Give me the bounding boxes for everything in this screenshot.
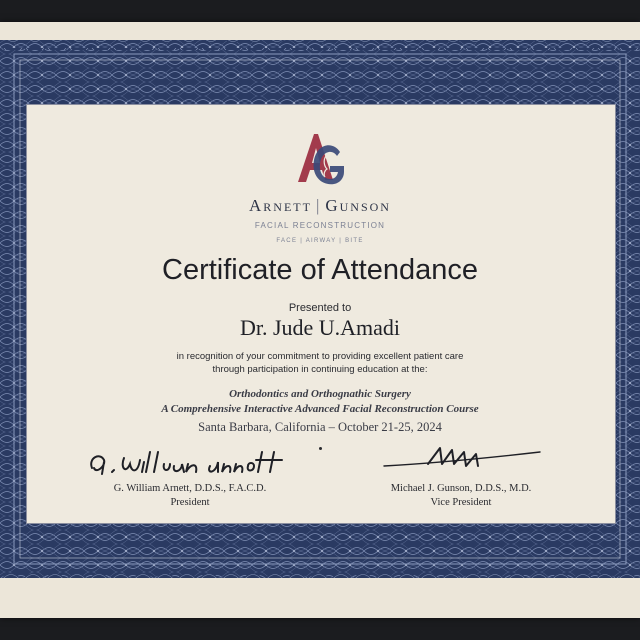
recognition-line-2: through participation in continuing education at the: bbox=[212, 364, 428, 375]
brand-wordmark bbox=[0, 196, 640, 216]
vice-president-title: Vice President bbox=[430, 497, 492, 508]
vice-president-signature bbox=[380, 442, 550, 481]
brand-subtagline: FACE | AIRWAY | BITE bbox=[276, 238, 364, 244]
recognition-line-1: in recognition of your commitment to providing excellent patient care bbox=[176, 351, 464, 362]
president-title: President bbox=[170, 497, 210, 508]
vice-president-name: Michael J. Gunson, D.D.S., M.D. bbox=[390, 483, 532, 494]
course-location-date: Santa Barbara, California – October 21-25, 2024 bbox=[198, 420, 442, 434]
certificate-title: Certificate of Attendance bbox=[162, 254, 478, 286]
president-name: G. William Arnett, D.D.S., F.A.C.D. bbox=[113, 483, 267, 494]
president-signature bbox=[82, 444, 292, 485]
brand-left: Arnett bbox=[249, 196, 312, 215]
brand-tagline: FACIAL RECONSTRUCTION bbox=[254, 221, 386, 230]
presented-to-label: Presented to bbox=[288, 302, 352, 314]
recipient-name: Dr. Jude U.Amadi bbox=[239, 315, 401, 340]
course-title: Orthodontics and Orthognathic Surgery bbox=[229, 388, 411, 400]
brand-separator: | bbox=[315, 196, 322, 215]
stray-dot bbox=[319, 447, 322, 450]
course-subtitle: A Comprehensive Interactive Advanced Facial Reconstruction Course bbox=[161, 403, 479, 415]
brand-right: Gunson bbox=[325, 196, 391, 215]
arnett-gunson-logo bbox=[292, 130, 352, 190]
